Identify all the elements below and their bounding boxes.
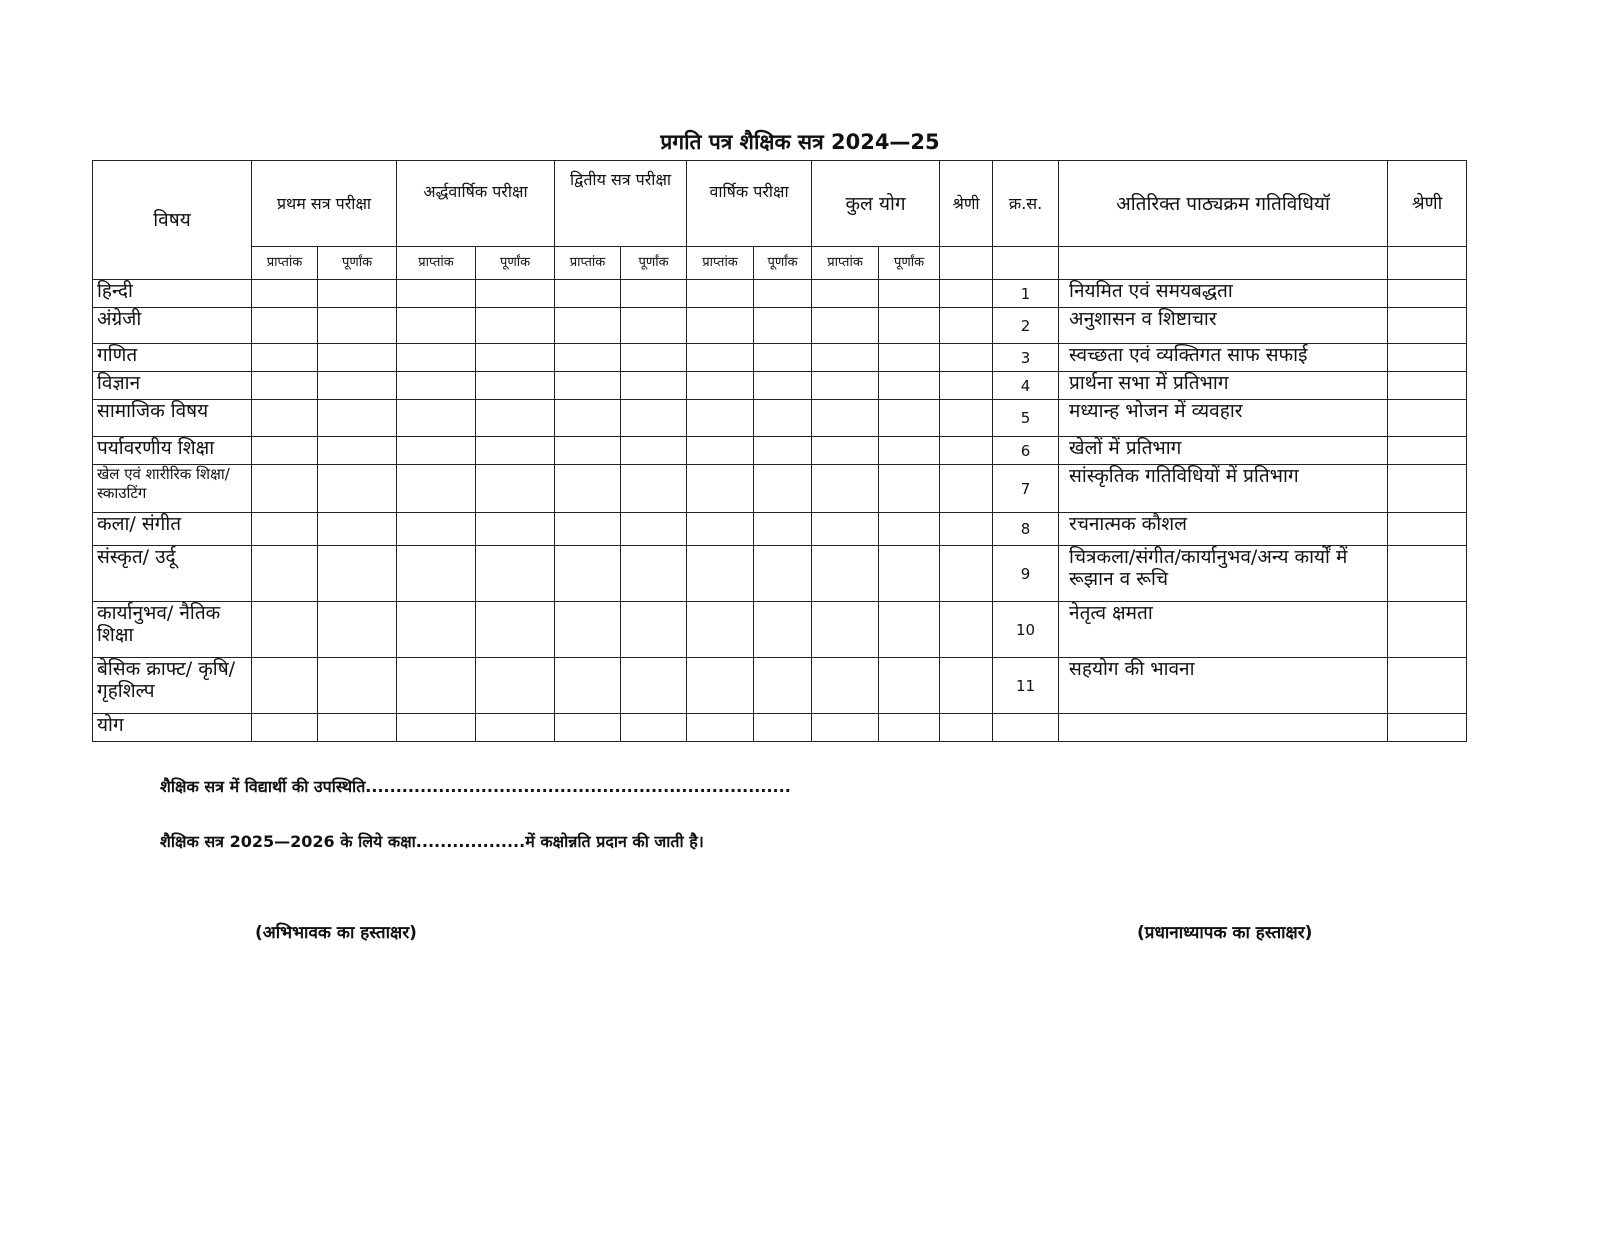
subject-cell: पर्यावरणीय शिक्षा xyxy=(93,437,252,465)
marks-cell[interactable] xyxy=(940,602,993,658)
marks-cell[interactable] xyxy=(812,465,879,513)
marks-cell[interactable] xyxy=(687,437,754,465)
activity-grade-cell[interactable] xyxy=(1388,513,1467,546)
marks-cell[interactable] xyxy=(940,400,993,437)
activity-cell: मध्यान्ह भोजन में व्यवहार xyxy=(1059,400,1388,437)
header-serial: क्र.स. xyxy=(993,161,1059,247)
marks-cell[interactable] xyxy=(252,400,318,437)
marks-cell[interactable] xyxy=(879,658,940,714)
marks-cell[interactable] xyxy=(812,546,879,602)
marks-cell[interactable] xyxy=(687,280,754,308)
marks-cell[interactable] xyxy=(397,465,476,513)
marks-cell[interactable] xyxy=(318,344,397,372)
marks-cell[interactable] xyxy=(397,714,476,742)
marks-cell[interactable] xyxy=(621,546,687,602)
marks-cell[interactable] xyxy=(476,658,555,714)
empty-cell xyxy=(940,247,993,280)
subheader-maximum: पूर्णांक xyxy=(879,247,940,280)
marks-cell[interactable] xyxy=(621,513,687,546)
marks-cell[interactable] xyxy=(555,513,621,546)
serial-cell: 10 xyxy=(993,602,1059,658)
serial-cell: 7 xyxy=(993,465,1059,513)
marks-cell[interactable] xyxy=(318,280,397,308)
subject-cell: योग xyxy=(93,714,252,742)
marks-cell[interactable] xyxy=(687,465,754,513)
marks-cell[interactable] xyxy=(812,602,879,658)
subheader-obtained: प्राप्तांक xyxy=(812,247,879,280)
table-row xyxy=(93,658,1467,714)
marks-cell[interactable] xyxy=(318,658,397,714)
activity-cell: स्वच्छता एवं व्यक्तिगत साफ सफाई xyxy=(1059,344,1388,372)
marks-cell[interactable] xyxy=(940,437,993,465)
subheader-maximum: पूर्णांक xyxy=(621,247,687,280)
principal-signature: (प्रधानाध्यापक का हस्ताक्षर) xyxy=(1137,923,1313,943)
marks-cell[interactable] xyxy=(555,658,621,714)
marks-cell[interactable] xyxy=(397,372,476,400)
subject-cell: अंग्रेजी xyxy=(93,308,252,344)
marks-cell[interactable] xyxy=(555,280,621,308)
marks-cell[interactable] xyxy=(555,437,621,465)
marks-cell[interactable] xyxy=(397,437,476,465)
marks-cell[interactable] xyxy=(397,280,476,308)
marks-cell[interactable] xyxy=(252,344,318,372)
marks-cell[interactable] xyxy=(555,344,621,372)
table-row xyxy=(93,714,1467,742)
marks-cell[interactable] xyxy=(555,546,621,602)
activity-cell: प्रार्थना सभा में प्रतिभाग xyxy=(1059,372,1388,400)
serial-cell: 4 xyxy=(993,372,1059,400)
marks-cell[interactable] xyxy=(687,658,754,714)
header-activities: अतिरिक्त पाठ्यक्रम गतिविधियॉ xyxy=(1059,161,1388,247)
activity-grade-cell[interactable] xyxy=(1388,465,1467,513)
marks-cell[interactable] xyxy=(687,602,754,658)
marks-cell[interactable] xyxy=(940,714,993,742)
table-row xyxy=(93,513,1467,546)
marks-cell[interactable] xyxy=(555,400,621,437)
empty-cell xyxy=(993,247,1059,280)
subheader-obtained: प्राप्तांक xyxy=(687,247,754,280)
marks-cell[interactable] xyxy=(252,658,318,714)
activity-cell: रचनात्मक कौशल xyxy=(1059,513,1388,546)
subheader-maximum: पूर्णांक xyxy=(318,247,397,280)
progress-report-table xyxy=(92,160,1467,742)
activity-cell xyxy=(1059,714,1388,742)
header-total: कुल योग xyxy=(812,161,940,247)
marks-cell[interactable] xyxy=(879,465,940,513)
marks-cell[interactable] xyxy=(879,513,940,546)
activity-grade-cell[interactable] xyxy=(1388,344,1467,372)
marks-cell[interactable] xyxy=(397,344,476,372)
serial-cell xyxy=(993,714,1059,742)
marks-cell[interactable] xyxy=(812,714,879,742)
table-row xyxy=(93,465,1467,513)
activity-cell: अनुशासन व शिष्टाचार xyxy=(1059,308,1388,344)
marks-cell[interactable] xyxy=(476,372,555,400)
marks-cell[interactable] xyxy=(252,513,318,546)
marks-cell[interactable] xyxy=(754,714,812,742)
marks-cell[interactable] xyxy=(397,602,476,658)
table-row xyxy=(93,280,1467,308)
header-grade: श्रेणी xyxy=(940,161,993,247)
marks-cell[interactable] xyxy=(621,280,687,308)
marks-cell[interactable] xyxy=(621,602,687,658)
marks-cell[interactable] xyxy=(318,372,397,400)
marks-cell[interactable] xyxy=(621,437,687,465)
marks-cell[interactable] xyxy=(476,602,555,658)
marks-cell[interactable] xyxy=(940,658,993,714)
marks-cell[interactable] xyxy=(476,437,555,465)
marks-cell[interactable] xyxy=(940,344,993,372)
marks-cell[interactable] xyxy=(879,714,940,742)
activity-grade-cell[interactable] xyxy=(1388,437,1467,465)
marks-cell[interactable] xyxy=(754,437,812,465)
subheader-obtained: प्राप्तांक xyxy=(252,247,318,280)
marks-cell[interactable] xyxy=(318,465,397,513)
table-row xyxy=(93,546,1467,602)
marks-cell[interactable] xyxy=(940,308,993,344)
marks-cell[interactable] xyxy=(879,372,940,400)
marks-cell[interactable] xyxy=(476,546,555,602)
marks-cell[interactable] xyxy=(476,400,555,437)
serial-cell: 3 xyxy=(993,344,1059,372)
marks-cell[interactable] xyxy=(812,344,879,372)
marks-cell[interactable] xyxy=(397,513,476,546)
table-row xyxy=(93,437,1467,465)
marks-cell[interactable] xyxy=(252,308,318,344)
page-title: प्रगति पत्र शैक्षिक सत्र 2024—25 xyxy=(660,130,940,154)
subject-cell: सामाजिक विषय xyxy=(93,400,252,437)
marks-cell[interactable] xyxy=(812,658,879,714)
marks-cell[interactable] xyxy=(555,714,621,742)
marks-cell[interactable] xyxy=(397,400,476,437)
header-exam-4: वार्षिक परीक्षा xyxy=(687,161,812,247)
marks-cell[interactable] xyxy=(940,546,993,602)
marks-cell[interactable] xyxy=(476,465,555,513)
marks-cell[interactable] xyxy=(555,372,621,400)
marks-cell[interactable] xyxy=(397,546,476,602)
activity-cell: चित्रकला/संगीत/कार्यानुभव/अन्य कार्यों में रूझान व रूचि xyxy=(1059,546,1388,602)
marks-cell[interactable] xyxy=(252,372,318,400)
marks-cell[interactable] xyxy=(812,308,879,344)
marks-cell[interactable] xyxy=(621,344,687,372)
activity-cell: सांस्कृतिक गतिविधियों में प्रतिभाग xyxy=(1059,465,1388,513)
guardian-signature: (अभिभावक का हस्ताक्षर) xyxy=(255,923,417,943)
serial-cell: 1 xyxy=(993,280,1059,308)
marks-cell[interactable] xyxy=(318,308,397,344)
serial-cell: 2 xyxy=(993,308,1059,344)
marks-cell[interactable] xyxy=(687,714,754,742)
serial-cell: 8 xyxy=(993,513,1059,546)
marks-cell[interactable] xyxy=(754,513,812,546)
activity-cell: नेतृत्व क्षमता xyxy=(1059,602,1388,658)
marks-cell[interactable] xyxy=(754,344,812,372)
marks-cell[interactable] xyxy=(397,308,476,344)
marks-cell[interactable] xyxy=(940,513,993,546)
marks-cell[interactable] xyxy=(754,658,812,714)
marks-cell[interactable] xyxy=(754,400,812,437)
marks-cell[interactable] xyxy=(812,372,879,400)
marks-cell[interactable] xyxy=(555,465,621,513)
table-row xyxy=(93,344,1467,372)
marks-cell[interactable] xyxy=(476,280,555,308)
marks-cell[interactable] xyxy=(754,602,812,658)
activity-cell: नियमित एवं समयबद्धता xyxy=(1059,280,1388,308)
marks-cell[interactable] xyxy=(879,437,940,465)
marks-cell[interactable] xyxy=(687,546,754,602)
activity-grade-cell[interactable] xyxy=(1388,308,1467,344)
marks-cell[interactable] xyxy=(252,546,318,602)
marks-cell[interactable] xyxy=(754,308,812,344)
marks-cell[interactable] xyxy=(879,280,940,308)
marks-cell[interactable] xyxy=(879,546,940,602)
subject-cell: संस्कृत/ उर्दू xyxy=(93,546,252,602)
activity-grade-cell[interactable] xyxy=(1388,546,1467,602)
subheader-obtained: प्राप्तांक xyxy=(555,247,621,280)
table-row xyxy=(93,400,1467,437)
marks-cell[interactable] xyxy=(940,465,993,513)
activity-grade-cell[interactable] xyxy=(1388,372,1467,400)
serial-cell: 5 xyxy=(993,400,1059,437)
marks-cell[interactable] xyxy=(555,308,621,344)
marks-cell[interactable] xyxy=(476,308,555,344)
subject-cell: बेसिक क्राफ्ट/ कृषि/ गृहशिल्प xyxy=(93,658,252,714)
marks-cell[interactable] xyxy=(476,344,555,372)
subject-cell: गणित xyxy=(93,344,252,372)
subject-cell: कार्यानुभव/ नैतिक शिक्षा xyxy=(93,602,252,658)
activity-grade-cell[interactable] xyxy=(1388,602,1467,658)
activity-cell: खेलों में प्रतिभाग xyxy=(1059,437,1388,465)
marks-cell[interactable] xyxy=(252,465,318,513)
marks-cell[interactable] xyxy=(621,372,687,400)
marks-cell[interactable] xyxy=(687,400,754,437)
marks-cell[interactable] xyxy=(318,400,397,437)
marks-cell[interactable] xyxy=(621,465,687,513)
marks-cell[interactable] xyxy=(754,465,812,513)
serial-cell: 11 xyxy=(993,658,1059,714)
marks-cell[interactable] xyxy=(621,658,687,714)
serial-cell: 9 xyxy=(993,546,1059,602)
marks-cell[interactable] xyxy=(812,437,879,465)
table-row xyxy=(93,372,1467,400)
activity-grade-cell[interactable] xyxy=(1388,280,1467,308)
marks-cell[interactable] xyxy=(754,546,812,602)
marks-cell[interactable] xyxy=(621,400,687,437)
marks-cell[interactable] xyxy=(318,714,397,742)
activity-cell: सहयोग की भावना xyxy=(1059,658,1388,714)
marks-cell[interactable] xyxy=(687,308,754,344)
marks-cell[interactable] xyxy=(252,714,318,742)
marks-cell[interactable] xyxy=(879,308,940,344)
subheader-obtained: प्राप्तांक xyxy=(397,247,476,280)
header-grade-2: श्रेणी xyxy=(1388,161,1467,247)
subject-cell: विज्ञान xyxy=(93,372,252,400)
marks-cell[interactable] xyxy=(879,400,940,437)
marks-cell[interactable] xyxy=(318,513,397,546)
promotion-line: शैक्षिक सत्र 2025—2026 के लिये कक्षा..................में कक्षोन्नति प्रदान की जाती है। xyxy=(160,832,704,851)
subheader-maximum: पूर्णांक xyxy=(754,247,812,280)
marks-cell[interactable] xyxy=(879,344,940,372)
marks-cell[interactable] xyxy=(621,714,687,742)
marks-cell[interactable] xyxy=(812,280,879,308)
subject-cell: खेल एवं शारीरिक शिक्षा/स्काउटिंग xyxy=(93,465,252,513)
header-exam-1: प्रथम सत्र परीक्षा xyxy=(252,161,397,247)
marks-cell[interactable] xyxy=(397,658,476,714)
marks-cell[interactable] xyxy=(940,372,993,400)
subheader-maximum: पूर्णांक xyxy=(476,247,555,280)
marks-cell[interactable] xyxy=(687,344,754,372)
marks-cell[interactable] xyxy=(476,714,555,742)
marks-cell[interactable] xyxy=(687,372,754,400)
activity-grade-cell[interactable] xyxy=(1388,714,1467,742)
marks-cell[interactable] xyxy=(555,602,621,658)
empty-cell xyxy=(1059,247,1388,280)
header-subject: विषय xyxy=(93,161,252,280)
marks-cell[interactable] xyxy=(318,437,397,465)
subject-cell: हिन्दी xyxy=(93,280,252,308)
marks-cell[interactable] xyxy=(318,546,397,602)
serial-cell: 6 xyxy=(993,437,1059,465)
subject-cell: कला/ संगीत xyxy=(93,513,252,546)
marks-cell[interactable] xyxy=(621,308,687,344)
marks-cell[interactable] xyxy=(879,602,940,658)
header-exam-2: अर्द्धवार्षिक परीक्षा xyxy=(397,161,555,247)
activity-grade-cell[interactable] xyxy=(1388,400,1467,437)
marks-cell[interactable] xyxy=(754,372,812,400)
marks-cell[interactable] xyxy=(318,602,397,658)
marks-cell[interactable] xyxy=(940,280,993,308)
header-exam-3: द्वितीय सत्र परीक्षा xyxy=(555,161,687,247)
marks-cell[interactable] xyxy=(754,280,812,308)
marks-cell[interactable] xyxy=(252,280,318,308)
marks-cell[interactable] xyxy=(812,513,879,546)
empty-cell xyxy=(1388,247,1467,280)
table-row xyxy=(93,308,1467,344)
marks-cell[interactable] xyxy=(687,513,754,546)
activity-grade-cell[interactable] xyxy=(1388,658,1467,714)
marks-cell[interactable] xyxy=(476,513,555,546)
table-row xyxy=(93,602,1467,658)
attendance-line: शैक्षिक सत्र में विद्यार्थी की उपस्थिति...................................................................... xyxy=(160,777,791,796)
marks-cell[interactable] xyxy=(252,437,318,465)
marks-cell[interactable] xyxy=(252,602,318,658)
marks-cell[interactable] xyxy=(812,400,879,437)
